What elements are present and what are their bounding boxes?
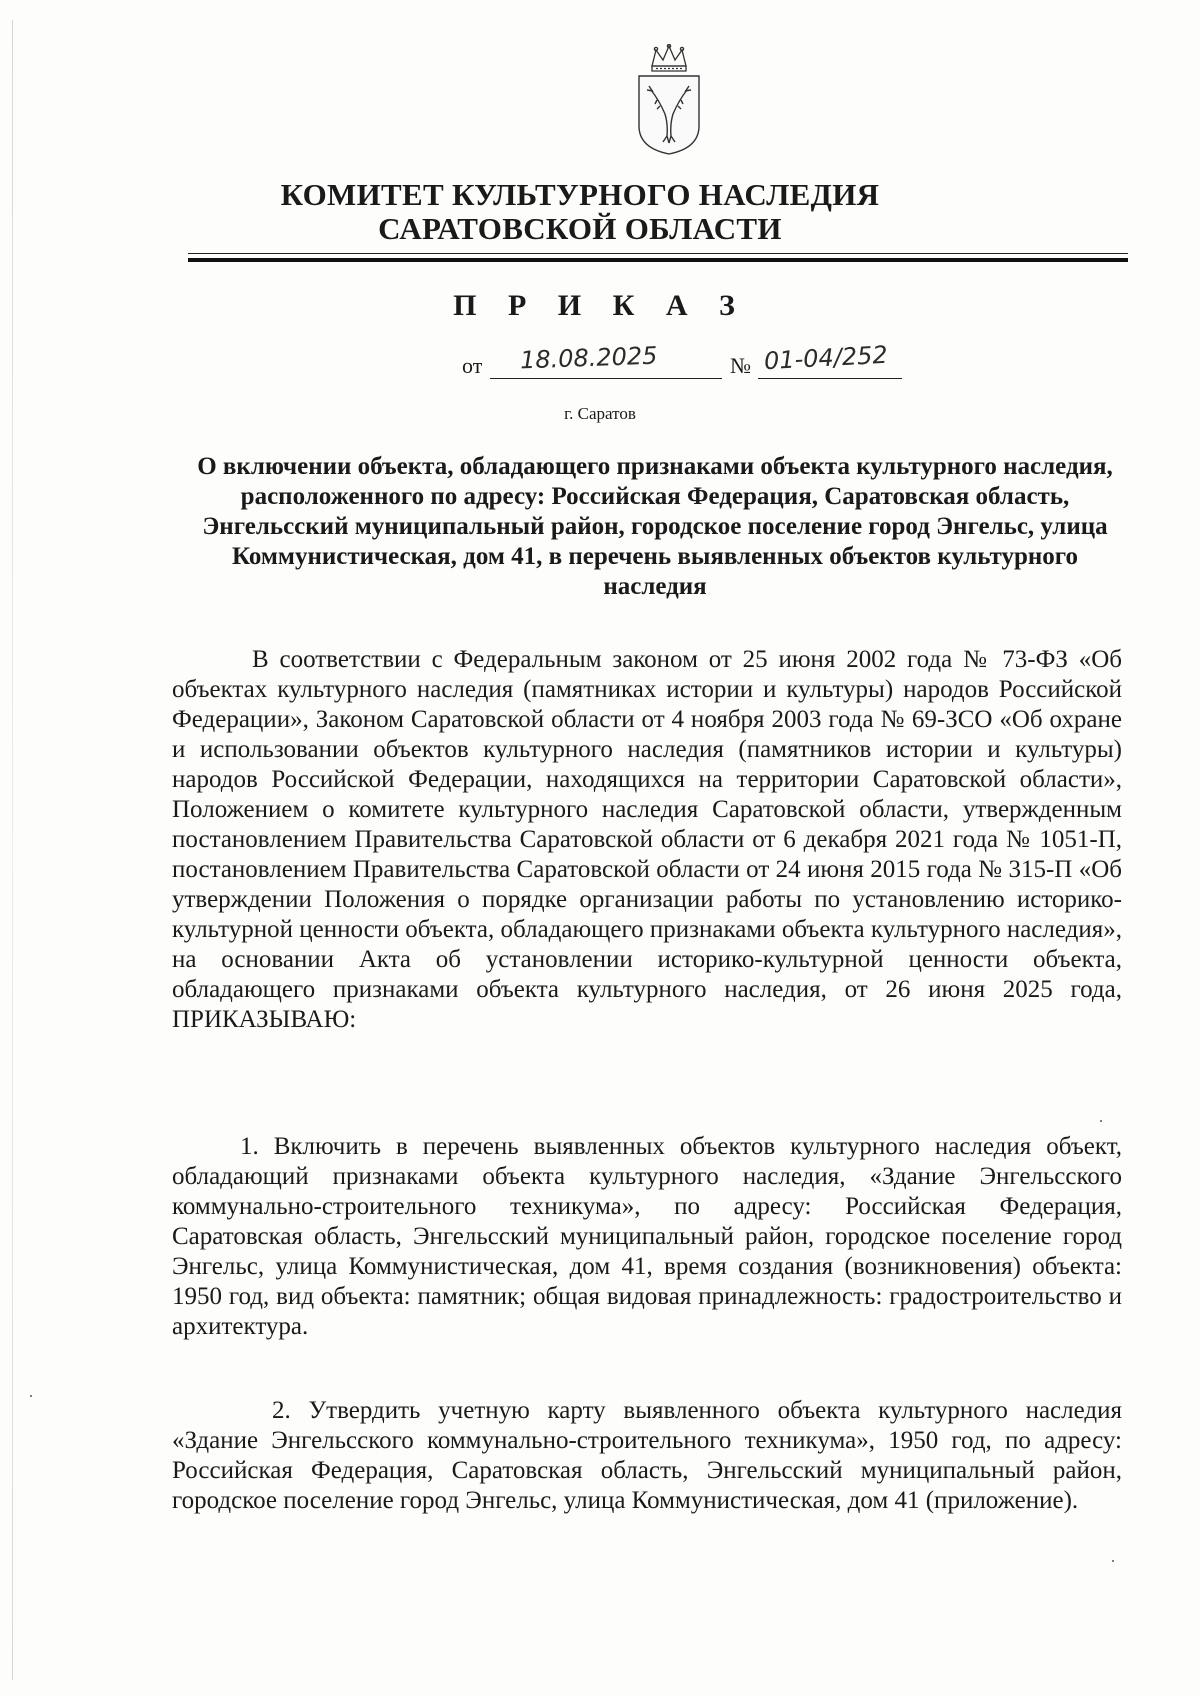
scan-speck [30,1395,32,1397]
city-label: г. Саратов [564,404,636,423]
number-value-handwritten: 01-04/252 [763,340,889,376]
number-label: № [730,353,751,378]
preamble-paragraph: В соответствии с Федеральным законом от 25 июня 2002 года № 73-ФЗ «Об объектах культурного наследия (памятниках истории и культуры) народов Российской Федерации», Законом Саратовской области от 4 ноября 2003 года № 69-ЗСО «Об охране и использовании объектов культурного наследия (памятников истории и культуры) народов Российской Федерации, находящихся на территории Саратовской области», Положением о комитете культурного наследия Саратовской области, утвержденным постановлением Правительства Саратовской области от 6 декабря 2021 года № 1051-П, постановлением Правительства Саратовской области от 24 июня 2015 года № 315-П «Об утверждении Положения о порядке организации работы по установлению историко-культурной ценности объекта, обладающего признаками объекта культурного наследия», на основании Акта об установлении историко-культурной ценности объекта, обладающего признаками объекта культурного наследия, от 26 июня 2025 года, ПРИКАЗЫВАЮ: [172,646,1122,1033]
order-subject: О включении объекта, обладающего признаками объекта культурного наследия, расположенного по адресу: Российская Федерация, Саратовская область, Энгельсский муниципальный район, городское поселение город Энгельс, улица Коммунистическая, дом 41, в перечень выявленных объектов культурного наследия [197,453,1113,600]
scan-speck [1100,1120,1102,1122]
org-name-line-1: КОМИТЕТ КУЛЬТУРНОГО НАСЛЕДИЯ [280,177,880,212]
date-field [490,341,722,379]
org-name-line-2: САРАТОВСКОЙ ОБЛАСТИ [378,211,782,246]
order-item-1: 1. Включить в перечень выявленных объектов культурного наследия объект, обладающий признаками объекта культурного наследия, «Здание Энгельсского коммунально-строительного техникума», по адресу: Российская Федерация, Саратовская область, Энгельсский муниципальный район, городское поселение город Энгельс, улица Коммунистическая, дом 41, время создания (возникновения) объекта: 1950 год, вид объекта: памятник; общая видовая принадлежность: градостроительство и архитектура. [172,1133,1122,1340]
header-divider-thin [188,253,1128,254]
header-divider-thick [188,258,1128,262]
number-field [758,340,902,379]
order-item-2: 2. Утвердить учетную карту выявленного объекта культурного наследия «Здание Энгельсского коммунально-строительного техникума», 1950 год, по адресу: Российская Федерация, Саратовская область, Энгельсский муниципальный район, городское поселение город Энгельс, улица Коммунистическая, дом 41 (приложение). [172,1397,1122,1514]
date-value-handwritten: 18.08.2025 [519,341,658,375]
saratov-coat-of-arms-icon [632,44,706,156]
scan-speck [1112,1560,1114,1562]
document-type-title: П Р И К А З [453,289,747,322]
scan-edge-line [12,20,13,1680]
date-label: от [462,353,483,378]
